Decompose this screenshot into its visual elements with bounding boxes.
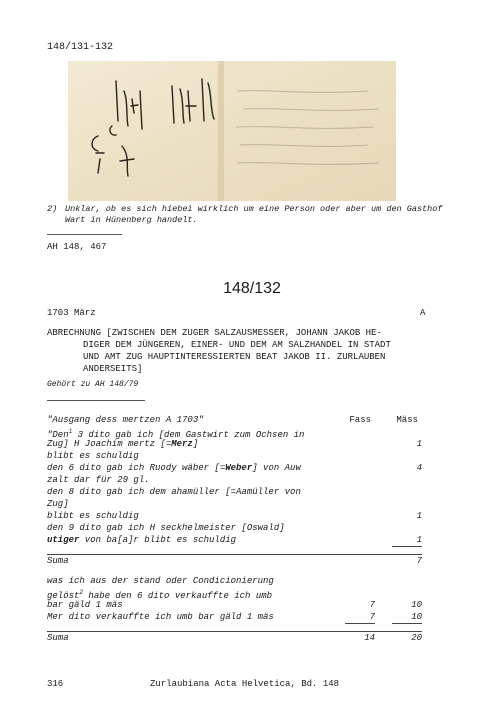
row-text: zalt dar für 29 gl. [47,475,150,485]
document-date: 1703 März [47,308,96,318]
page-number: 316 [47,679,64,689]
row-text: Mer dito verkauffte ich umb bar gäld 1 mäs [47,612,274,622]
publication-title: Zurlaubiana Acta Helvetica, Bd. 148 [150,679,340,689]
account-table [47,414,422,644]
row-text-bold: utiger [47,535,80,545]
summary-line: DIGER DEM JÜNGEREN, EINER- UND DEM AM SALZHANDEL IN STADT [83,340,391,350]
row-value: 1 [416,511,422,521]
column-header-mass: Mäss [396,415,418,425]
footnote-marker: 2 [79,589,84,596]
table-row [47,438,422,450]
sum-row [47,631,422,644]
table-row [47,599,422,611]
table-row [47,474,422,486]
table-row [47,498,422,510]
summary-line: ABRECHNUNG [ZWISCHEN DEM ZUGER SALZAUSMESSER, JOHANN JAKOB HE- [47,328,382,338]
document-type-letter: A [420,308,426,318]
sum-label: Suma [47,556,69,566]
row-value-fass: 7 [369,600,375,610]
column-header-fass: Fass [349,415,371,425]
row-text-bold: Weber [225,463,253,473]
table-header-row [47,414,422,426]
footnote-number: 2) [47,204,58,214]
manuscript-handwriting-icon [68,61,396,201]
table-row [47,575,422,587]
row-text: 3 dito gab ich [dem Gastwirt zum Ochsen in [72,430,305,440]
sum-value-mass: 20 [411,633,422,643]
table-heading: "Ausgang dess mertzen A 1703" [47,415,204,425]
document-number-heading: 148/132 [223,280,281,297]
row-value-mass: 10 [411,600,422,610]
row-text: den 8 dito gab ich dem ahamüller [=Aamüller von [47,487,301,497]
row-text: blibt es schuldig [47,451,139,461]
footnote-text: Unklar, ob es sich hiebei wirklich um eine Person oder aber um den Gasthof Wart in Hünenberg handelt. [65,204,443,225]
summary-line: UND AMT ZUG HAUPTINTERESSIERTEN BEAT JAKOB II. ZURLAUBEN [83,352,386,362]
table-row [47,534,422,546]
document-summary [47,327,432,375]
table-row [47,510,422,522]
row-value-fass: 7 [345,611,375,624]
row-text: bar gäld 1 mäs [47,600,123,610]
table-row [47,611,422,623]
archive-reference: AH 148, 467 [47,242,107,252]
row-value: 4 [416,463,422,473]
sum-value: 7 [416,556,422,566]
section-rule [47,400,145,401]
row-spacer [47,623,422,631]
row-text: den 9 dito gab ich H seckhelmeister [Oswald] [47,523,285,533]
footnote-rule [47,234,122,235]
row-text: "Den [47,430,69,440]
row-text: gelöst [47,591,80,601]
row-text: blibt es schuldig [47,511,139,521]
table-row [47,426,422,438]
page-reference: 148/131-132 [47,42,114,53]
footnote-marker: 1 [68,428,73,435]
row-spacer [47,546,422,554]
table-row [47,450,422,462]
table-row [47,486,422,498]
summary-line: ANDERSEITS] [83,364,143,374]
row-text-bold: Merz [171,439,193,449]
sum-label: Suma [47,633,69,643]
sum-row [47,554,422,567]
sum-value-fass: 14 [364,633,375,643]
table-row [47,587,422,599]
related-reference: Gehört zu AH 148/79 [47,380,139,389]
row-spacer [47,567,422,575]
row-text: Zug] H Joachim mertz [= [47,439,172,449]
row-value: 1 [392,534,422,547]
row-value-mass: 10 [392,611,422,624]
row-text: den 6 dito gab ich Ruody wäber [= [47,463,226,473]
row-text: ] [192,439,199,449]
row-value: 1 [416,439,422,449]
row-text: ] von Auw [252,463,301,473]
row-text: Zug] [47,499,69,509]
manuscript-scan-image [68,61,396,201]
row-text: von ba[a]r blibt es schuldig [79,535,237,545]
row-text: was ich aus der stand oder Condicionierung [47,576,274,586]
table-row [47,522,422,534]
row-text: habe den 6 dito verkauffte ich umb [83,591,273,601]
table-row [47,462,422,474]
